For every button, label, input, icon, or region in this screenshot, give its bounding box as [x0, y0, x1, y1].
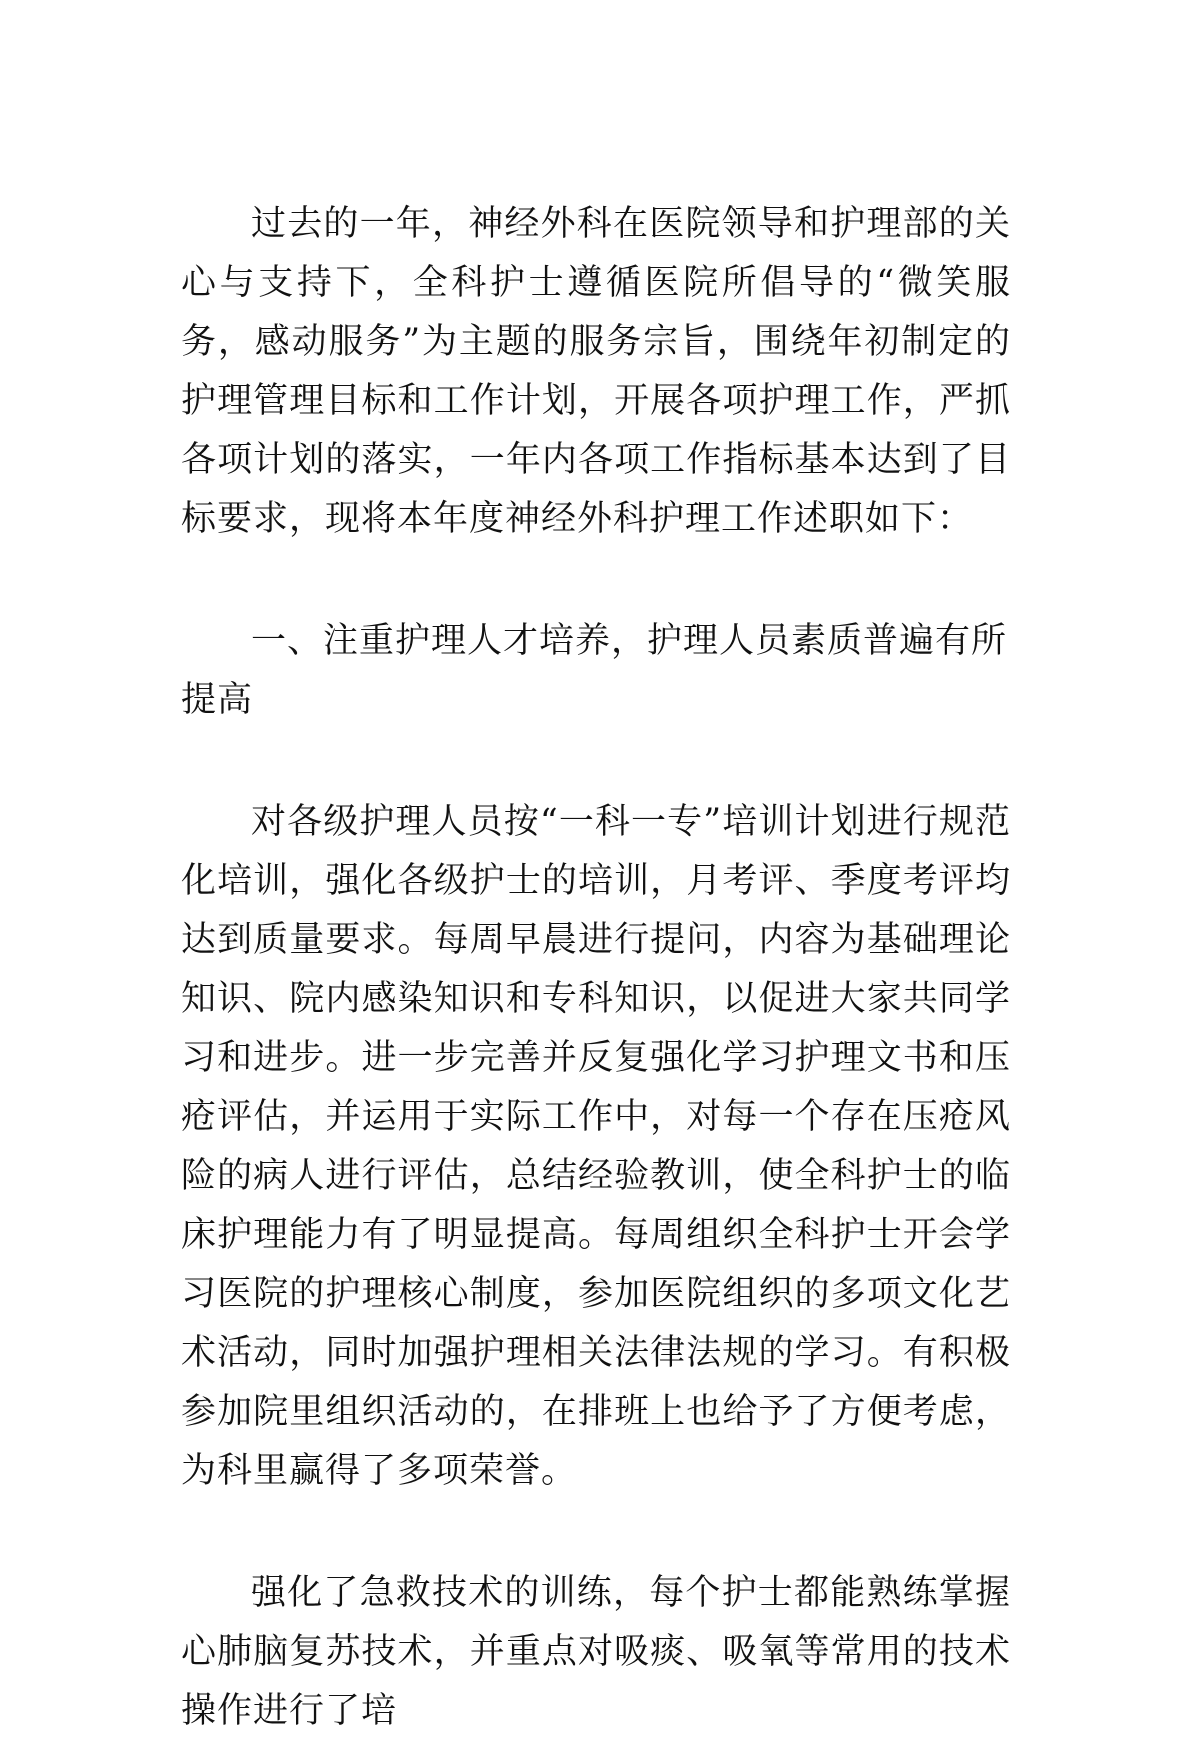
training-paragraph: 对各级护理人员按“一科一专”培训计划进行规范化培训，强化各级护士的培训，月考评、季度考评均达到质量要求。每周早晨进行提问，内容为基础理论知识、院内感染知识和专科知识，以促进大家共同学习和进步。进一步完善并反复强化学习护理文书和压疮评估，并运用于实际工作中，对每一个存在压疮风险的病人进行评估，总结经验教训，使全科护士的临床护理能力有了明显提高。每周组织全科护士开会学习医院的护理核心制度，参加医院组织的多项文化艺术活动，同时加强护理相关法律法规的学习。有积极参加院里组织活动的，在排班上也给予了方便考虑，为科里赢得了多项荣誉。	[181, 802, 1011, 1491]
document-body	[181, 195, 1011, 1741]
emergency-training-paragraph: 强化了急救技术的训练，每个护士都能熟练掌握心肺脑复苏技术，并重点对吸痰、吸氧等常用的技术操作进行了培	[181, 1573, 1011, 1731]
intro-paragraph: 过去的一年，神经外科在医院领导和护理部的关心与支持下，全科护士遵循医院所倡导的“微笑服务，感动服务”为主题的服务宗旨，围绕年初制定的护理管理目标和工作计划，开展各项护理工作，严抓各项计划的落实，一年内各项工作指标基本达到了目标要求，现将本年度神经外科护理工作述职如下：	[181, 204, 1011, 539]
section-heading-1: 一、注重护理人才培养，护理人员素质普遍有所提高	[181, 621, 1008, 720]
